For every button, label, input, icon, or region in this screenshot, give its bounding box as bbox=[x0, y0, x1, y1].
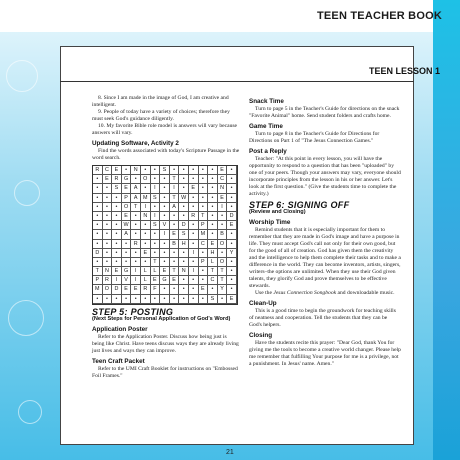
grid-cell: • bbox=[199, 194, 209, 203]
grid-cell: • bbox=[131, 295, 141, 304]
grid-cell: • bbox=[189, 221, 199, 230]
grid-cell: • bbox=[160, 295, 170, 304]
grid-cell: N bbox=[218, 184, 228, 193]
grid-cell: V bbox=[122, 276, 132, 285]
grid-cell: • bbox=[112, 212, 122, 221]
grid-cell: I bbox=[151, 184, 161, 193]
grid-cell: • bbox=[131, 175, 141, 184]
grid-cell: • bbox=[112, 230, 122, 239]
grid-cell: V bbox=[160, 221, 170, 230]
grid-cell: M bbox=[141, 194, 151, 203]
grid-cell: • bbox=[208, 166, 218, 175]
grid-cell: • bbox=[112, 203, 122, 212]
grid-cell: A bbox=[170, 203, 180, 212]
grid-cell: D bbox=[179, 221, 189, 230]
paragraph: Find the words associated with today's Scripture Passage in the word search. bbox=[92, 148, 240, 161]
decorative-circle bbox=[8, 300, 44, 336]
grid-cell: • bbox=[160, 258, 170, 267]
grid-cell: • bbox=[93, 240, 103, 249]
grid-cell: • bbox=[179, 276, 189, 285]
grid-cell: • bbox=[141, 295, 151, 304]
grid-cell: G bbox=[160, 276, 170, 285]
paragraph: Remind students that it is especially important for them to remember that they are made in God's image and have a purpose in life. They must accept God's call not only for their own good, but for the good of all of creation. God has given them the creativity and the intelligence to help them complete their tasks and to make a difference in the world. They can become inventors, artists, singers, writers–the options are unlimited. When they use their God given talents, they glorify God and prove themselves to be effective stewards. bbox=[249, 227, 401, 289]
grid-cell: • bbox=[151, 240, 161, 249]
grid-cell: N bbox=[141, 212, 151, 221]
grid-cell: T bbox=[208, 267, 218, 276]
grid-cell: W bbox=[122, 221, 132, 230]
section-heading: Post a Reply bbox=[249, 148, 287, 155]
paragraph: Turn to page 5 in the Teacher's Guide for directions on the snack "Favorite Animal" home. Send student folders and crafts home. bbox=[249, 106, 400, 119]
grid-cell: • bbox=[208, 212, 218, 221]
grid-cell: • bbox=[199, 203, 209, 212]
grid-cell: • bbox=[122, 240, 132, 249]
grid-cell: M bbox=[199, 230, 209, 239]
grid-cell: O bbox=[141, 175, 151, 184]
grid-cell: A bbox=[131, 194, 141, 203]
grid-cell: C bbox=[218, 175, 228, 184]
grid-cell: • bbox=[179, 258, 189, 267]
grid-cell: I bbox=[218, 203, 228, 212]
grid-cell: E bbox=[218, 194, 228, 203]
grid-cell: E bbox=[122, 212, 132, 221]
grid-cell: Y bbox=[218, 285, 228, 294]
grid-cell: • bbox=[151, 203, 161, 212]
grid-cell: • bbox=[208, 285, 218, 294]
grid-cell: • bbox=[227, 240, 237, 249]
grid-cell: • bbox=[179, 175, 189, 184]
list-item: 8. Since I am made in the image of God, I am creative and intelligent. bbox=[92, 95, 229, 108]
grid-cell: S bbox=[160, 166, 170, 175]
grid-cell: • bbox=[122, 249, 132, 258]
section-heading: Worship Time bbox=[249, 219, 291, 226]
paragraph bbox=[249, 290, 401, 297]
grid-cell: • bbox=[103, 249, 113, 258]
text-span: Use the bbox=[255, 290, 274, 296]
grid-cell: E bbox=[208, 240, 218, 249]
grid-cell: • bbox=[122, 258, 132, 267]
grid-cell: • bbox=[179, 166, 189, 175]
grid-cell: • bbox=[170, 166, 180, 175]
paragraph: Refer to the UMI Craft Booklet for instructions on "Embossed Foil Frames." bbox=[92, 365, 238, 379]
lesson-title: TEEN LESSON 1 bbox=[368, 66, 440, 76]
grid-cell: I bbox=[170, 184, 180, 193]
grid-cell: N bbox=[103, 267, 113, 276]
grid-cell: D bbox=[93, 249, 103, 258]
grid-cell: • bbox=[208, 230, 218, 239]
grid-cell: B bbox=[218, 230, 228, 239]
grid-cell: E bbox=[103, 175, 113, 184]
grid-cell: • bbox=[103, 258, 113, 267]
grid-cell: T bbox=[170, 194, 180, 203]
grid-cell: • bbox=[93, 221, 103, 230]
grid-cell: • bbox=[218, 295, 228, 304]
step-title: STEP 6: SIGNING OFF bbox=[249, 200, 350, 210]
grid-cell: R bbox=[141, 285, 151, 294]
grid-cell: • bbox=[141, 184, 151, 193]
grid-cell: I bbox=[141, 203, 151, 212]
grid-cell: • bbox=[151, 295, 161, 304]
grid-cell: I bbox=[151, 212, 161, 221]
grid-cell: • bbox=[189, 258, 199, 267]
grid-cell: R bbox=[103, 276, 113, 285]
grid-cell: • bbox=[103, 212, 113, 221]
grid-cell: E bbox=[170, 230, 180, 239]
grid-cell: • bbox=[218, 249, 228, 258]
grid-cell: C bbox=[199, 240, 209, 249]
grid-cell: I bbox=[131, 276, 141, 285]
grid-cell: S bbox=[179, 230, 189, 239]
grid-cell: • bbox=[208, 203, 218, 212]
grid-cell: S bbox=[112, 184, 122, 193]
section-heading: Closing bbox=[249, 332, 273, 339]
grid-cell: R bbox=[112, 175, 122, 184]
grid-cell: P bbox=[199, 221, 209, 230]
grid-cell: • bbox=[170, 212, 180, 221]
list-item: 10. My favorite Bible role model is answers will vary because answers will vary. bbox=[92, 123, 238, 136]
grid-cell: • bbox=[160, 203, 170, 212]
grid-cell: P bbox=[93, 276, 103, 285]
grid-cell: O bbox=[218, 240, 228, 249]
grid-cell: H bbox=[179, 240, 189, 249]
grid-cell: • bbox=[93, 203, 103, 212]
grid-cell: • bbox=[151, 175, 161, 184]
grid-cell: • bbox=[170, 221, 180, 230]
grid-cell: • bbox=[218, 212, 228, 221]
grid-cell: A bbox=[122, 230, 132, 239]
grid-cell: E bbox=[189, 184, 199, 193]
grid-cell: • bbox=[227, 230, 237, 239]
grid-cell: • bbox=[227, 203, 237, 212]
grid-cell: O bbox=[218, 258, 228, 267]
grid-cell: M bbox=[93, 285, 103, 294]
grid-cell: • bbox=[103, 295, 113, 304]
grid-cell: • bbox=[151, 249, 161, 258]
paragraph: Teacher: "At this point in every lesson, you will have the opportunity to respond to a question that has been "uploaded" by one of your peers. Though your answers may vary, everyone should incorporate principles from the lesson in his or her answer. Let's look at the first question." (Give the students time to complete the activity.) bbox=[249, 156, 401, 197]
grid-cell: • bbox=[160, 285, 170, 294]
grid-cell: • bbox=[199, 184, 209, 193]
grid-cell: P bbox=[122, 194, 132, 203]
grid-cell: T bbox=[170, 267, 180, 276]
grid-cell: • bbox=[189, 240, 199, 249]
grid-cell: E bbox=[131, 285, 141, 294]
grid-cell: • bbox=[227, 184, 237, 193]
grid-cell: • bbox=[179, 184, 189, 193]
section-heading: Snack Time bbox=[249, 98, 284, 105]
grid-cell: • bbox=[131, 230, 141, 239]
grid-cell: L bbox=[141, 276, 151, 285]
grid-cell: • bbox=[160, 184, 170, 193]
grid-cell: • bbox=[160, 175, 170, 184]
grid-cell: • bbox=[199, 166, 209, 175]
grid-cell: N bbox=[131, 166, 141, 175]
grid-cell: • bbox=[93, 194, 103, 203]
grid-cell: S bbox=[151, 194, 161, 203]
grid-cell: • bbox=[199, 295, 209, 304]
grid-cell: • bbox=[199, 175, 209, 184]
grid-cell: • bbox=[112, 194, 122, 203]
decorative-circle bbox=[18, 400, 42, 424]
grid-cell: • bbox=[189, 203, 199, 212]
grid-cell: B bbox=[170, 240, 180, 249]
decorative-circle bbox=[6, 60, 38, 92]
grid-cell: • bbox=[93, 184, 103, 193]
grid-cell: • bbox=[151, 166, 161, 175]
grid-cell: • bbox=[141, 221, 151, 230]
grid-cell: D bbox=[112, 285, 122, 294]
grid-cell: • bbox=[103, 221, 113, 230]
grid-cell: • bbox=[93, 175, 103, 184]
grid-cell: C bbox=[208, 276, 218, 285]
grid-cell: • bbox=[189, 194, 199, 203]
grid-cell: W bbox=[179, 194, 189, 203]
grid-cell: • bbox=[112, 295, 122, 304]
grid-cell: T bbox=[93, 267, 103, 276]
paragraph: Refer to the Application Poster. Discuss how being just is being like Christ. Have teens discuss ways they are already living just lives and ways they can improve. bbox=[92, 333, 239, 354]
grid-cell: T bbox=[199, 212, 209, 221]
grid-cell: I bbox=[189, 267, 199, 276]
grid-cell: • bbox=[199, 267, 209, 276]
grid-cell: • bbox=[93, 212, 103, 221]
section-heading: Updating Software, Activity 2 bbox=[92, 140, 179, 147]
grid-cell: • bbox=[141, 166, 151, 175]
grid-cell: • bbox=[227, 267, 237, 276]
grid-cell: • bbox=[160, 249, 170, 258]
grid-cell: I bbox=[189, 249, 199, 258]
grid-cell: G bbox=[122, 175, 132, 184]
grid-cell: R bbox=[93, 166, 103, 175]
grid-cell: • bbox=[189, 175, 199, 184]
grid-cell: I bbox=[112, 276, 122, 285]
grid-cell: L bbox=[141, 267, 151, 276]
lesson-divider bbox=[60, 69, 414, 82]
grid-cell: E bbox=[227, 221, 237, 230]
grid-cell: • bbox=[189, 276, 199, 285]
grid-cell: • bbox=[103, 240, 113, 249]
grid-cell: • bbox=[141, 258, 151, 267]
step-subtitle: (Review and Closing) bbox=[249, 209, 306, 215]
grid-cell: • bbox=[170, 258, 180, 267]
grid-cell: • bbox=[170, 285, 180, 294]
grid-cell: • bbox=[112, 221, 122, 230]
grid-cell: • bbox=[227, 285, 237, 294]
grid-cell: • bbox=[208, 221, 218, 230]
grid-cell: • bbox=[160, 212, 170, 221]
grid-cell: E bbox=[141, 249, 151, 258]
grid-cell: • bbox=[199, 276, 209, 285]
grid-cell: • bbox=[170, 249, 180, 258]
paragraph: Have the students recite this prayer: "Dear God, thank You for giving me the tools to become a creative world changer. Please help me remember that fulfilling Your purpose for me is a privilege, not a punishment. In Jesus' name. Amen." bbox=[249, 340, 401, 367]
grid-cell: A bbox=[131, 184, 141, 193]
grid-cell: • bbox=[208, 194, 218, 203]
grid-cell: • bbox=[93, 258, 103, 267]
grid-cell: Y bbox=[227, 249, 237, 258]
page-number: 21 bbox=[226, 449, 234, 456]
grid-cell: • bbox=[112, 258, 122, 267]
grid-cell: • bbox=[112, 240, 122, 249]
grid-cell: • bbox=[160, 240, 170, 249]
grid-cell: E bbox=[160, 267, 170, 276]
grid-cell: • bbox=[103, 184, 113, 193]
grid-cell: • bbox=[122, 166, 132, 175]
grid-cell: I bbox=[160, 230, 170, 239]
grid-cell: • bbox=[179, 285, 189, 294]
grid-cell: E bbox=[218, 166, 228, 175]
grid-cell: T bbox=[131, 203, 141, 212]
grid-cell: O bbox=[103, 285, 113, 294]
grid-cell: H bbox=[208, 249, 218, 258]
grid-cell: • bbox=[227, 166, 237, 175]
grid-cell: F bbox=[151, 285, 161, 294]
grid-cell: E bbox=[122, 184, 132, 193]
grid-cell: • bbox=[131, 258, 141, 267]
step-subtitle: (Next Steps for Personal Application of God's Word) bbox=[92, 315, 231, 322]
grid-cell: T bbox=[218, 276, 228, 285]
right-column bbox=[249, 95, 401, 368]
grid-cell: L bbox=[208, 258, 218, 267]
grid-cell: L bbox=[151, 267, 161, 276]
decorative-circle bbox=[14, 180, 40, 206]
section-heading: Application Poster bbox=[92, 325, 148, 333]
grid-cell: • bbox=[93, 230, 103, 239]
grid-cell: R bbox=[131, 240, 141, 249]
text-span: and downloadable music. bbox=[336, 290, 395, 296]
grid-cell: D bbox=[227, 212, 237, 221]
grid-cell: • bbox=[179, 212, 189, 221]
grid-cell: T bbox=[151, 258, 161, 267]
grid-cell: • bbox=[208, 184, 218, 193]
grid-cell: C bbox=[103, 166, 113, 175]
grid-cell: • bbox=[208, 175, 218, 184]
grid-cell: • bbox=[189, 295, 199, 304]
word-search-grid bbox=[92, 165, 238, 305]
grid-cell: • bbox=[103, 230, 113, 239]
grid-cell: G bbox=[122, 267, 132, 276]
grid-cell: • bbox=[160, 194, 170, 203]
paragraph: This is a good time to begin the groundwork for teaching skills of neatness and cooperation. Tell the students that they can be God's helpers. bbox=[249, 308, 396, 328]
grid-cell: E bbox=[122, 285, 132, 294]
grid-cell: • bbox=[103, 194, 113, 203]
grid-cell: • bbox=[103, 203, 113, 212]
grid-cell: • bbox=[189, 166, 199, 175]
grid-cell: O bbox=[122, 203, 132, 212]
paragraph: Turn to page 8 in the Teacher's Guide for Directions for Directions on Part 1 of "The Jesus Connection Games." bbox=[249, 131, 380, 144]
grid-cell: • bbox=[227, 194, 237, 203]
grid-cell: • bbox=[131, 249, 141, 258]
grid-cell: • bbox=[141, 240, 151, 249]
grid-cell: E bbox=[112, 166, 122, 175]
grid-cell: I bbox=[131, 267, 141, 276]
grid-cell: • bbox=[189, 285, 199, 294]
grid-cell: E bbox=[112, 267, 122, 276]
list-item: 9. People of today have a variety of choices; therefore they must seek God's guidance diligently. bbox=[92, 109, 230, 122]
grid-cell: • bbox=[122, 295, 132, 304]
book-title: TEEN TEACHER BOOK bbox=[316, 10, 442, 22]
grid-cell: • bbox=[93, 295, 103, 304]
grid-cell: T bbox=[218, 267, 228, 276]
grid-cell: T bbox=[170, 175, 180, 184]
grid-cell: • bbox=[227, 175, 237, 184]
grid-cell: • bbox=[218, 221, 228, 230]
grid-cell: • bbox=[131, 221, 141, 230]
grid-cell: • bbox=[227, 276, 237, 285]
grid-cell: S bbox=[151, 221, 161, 230]
grid-cell: • bbox=[189, 230, 199, 239]
grid-cell: • bbox=[112, 249, 122, 258]
grid-cell: • bbox=[141, 230, 151, 239]
grid-cell: N bbox=[179, 267, 189, 276]
grid-cell: • bbox=[199, 249, 209, 258]
grid-cell: • bbox=[179, 295, 189, 304]
grid-cell: • bbox=[151, 230, 161, 239]
grid-cell: • bbox=[170, 295, 180, 304]
grid-cell: E bbox=[227, 295, 237, 304]
step-title: STEP 5: POSTING bbox=[92, 306, 174, 317]
left-column bbox=[92, 95, 240, 380]
songbook-title: Jesus Connection Songbook bbox=[273, 290, 337, 296]
section-heading: Teen Craft Packet bbox=[92, 357, 145, 365]
grid-cell: R bbox=[189, 212, 199, 221]
section-heading: Clean-Up bbox=[249, 300, 277, 307]
grid-cell: • bbox=[131, 212, 141, 221]
grid-cell: E bbox=[151, 276, 161, 285]
grid-cell: E bbox=[199, 285, 209, 294]
grid-cell: • bbox=[179, 203, 189, 212]
section-heading: Game Time bbox=[249, 123, 283, 130]
grid-cell: • bbox=[227, 258, 237, 267]
grid-cell: P bbox=[199, 258, 209, 267]
grid-cell: • bbox=[179, 249, 189, 258]
grid-cell: S bbox=[208, 295, 218, 304]
grid-cell: E bbox=[170, 276, 180, 285]
